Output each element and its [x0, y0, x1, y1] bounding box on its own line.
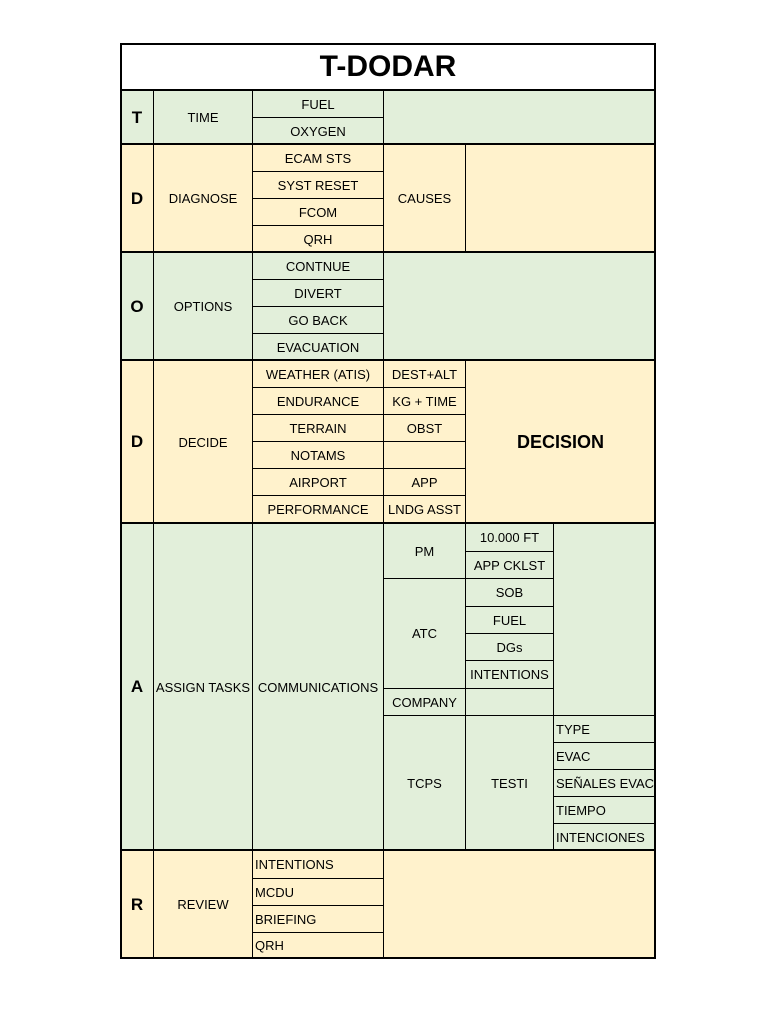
o-blank	[383, 252, 656, 361]
d2-note-dest-alt: DEST+ALT	[383, 360, 466, 388]
a-atc-label: ATC	[383, 578, 466, 689]
a-label: ASSIGN TASKS	[153, 523, 253, 851]
o-item-go-back: GO BACK	[252, 306, 384, 334]
d2-letter: D	[120, 360, 154, 524]
d1-causes: CAUSES	[383, 144, 466, 253]
a-company: COMPANY	[383, 688, 466, 716]
d1-item-fcom: FCOM	[252, 198, 384, 226]
a-communications: COMMUNICATIONS	[252, 523, 384, 851]
a-atc-item-intentions: INTENTIONS	[465, 660, 554, 689]
a-tcps-label: TCPS	[383, 715, 466, 851]
tdodar-table	[120, 43, 656, 959]
a-pm-label: PM	[383, 523, 466, 579]
a-company-blank	[465, 688, 554, 716]
d2-item-notams: NOTAMS	[252, 441, 384, 469]
d1-blank	[465, 144, 656, 253]
d2-note-app: APP	[383, 468, 466, 496]
d2-item-performance: PERFORMANCE	[252, 495, 384, 524]
d2-item-airport: AIRPORT	[252, 468, 384, 496]
d2-note-blank	[383, 441, 466, 469]
a-tcps-testi: TESTI	[465, 715, 554, 851]
d1-item-qrh: QRH	[252, 225, 384, 253]
o-label: OPTIONS	[153, 252, 253, 361]
t-blank	[383, 90, 656, 145]
a-tcps-item-type: TYPE	[553, 715, 656, 743]
t-item-fuel: FUEL	[252, 90, 384, 118]
a-tcps-item-intenciones: INTENCIONES	[553, 823, 656, 851]
d1-item-syst-reset: SYST RESET	[252, 171, 384, 199]
r-item-qrh: QRH	[252, 932, 384, 959]
d2-decision: DECISION	[465, 360, 656, 524]
o-letter: O	[120, 252, 154, 361]
o-item-evacuation: EVACUATION	[252, 333, 384, 361]
a-tcps-item-senales-evac: SEÑALES EVAC	[553, 769, 656, 797]
r-letter: R	[120, 850, 154, 959]
r-item-mcdu: MCDU	[252, 878, 384, 906]
d2-item-terrain: TERRAIN	[252, 414, 384, 442]
a-letter: A	[120, 523, 154, 851]
d2-item-weather: WEATHER (ATIS)	[252, 360, 384, 388]
d1-letter: D	[120, 144, 154, 253]
d1-item-ecam-sts: ECAM STS	[252, 144, 384, 172]
d2-item-endurance: ENDURANCE	[252, 387, 384, 415]
d2-label: DECIDE	[153, 360, 253, 524]
o-item-divert: DIVERT	[252, 279, 384, 307]
a-pm-item-10000ft: 10.000 FT	[465, 523, 554, 552]
r-item-intentions: INTENTIONS	[252, 850, 384, 879]
a-atc-item-sob: SOB	[465, 578, 554, 607]
d2-note-obst: OBST	[383, 414, 466, 442]
r-blank	[383, 850, 656, 959]
a-atc-item-dgs: DGs	[465, 633, 554, 661]
r-label: REVIEW	[153, 850, 253, 959]
t-label: TIME	[153, 90, 253, 145]
t-item-oxygen: OXYGEN	[252, 117, 384, 145]
o-item-contnue: CONTNUE	[252, 252, 384, 280]
a-pm-item-app-cklst: APP CKLST	[465, 551, 554, 579]
d2-note-lndg-asst: LNDG ASST	[383, 495, 466, 524]
a-pm-atc-blank	[553, 523, 656, 716]
d2-note-kg-time: KG + TIME	[383, 387, 466, 415]
d1-label: DIAGNOSE	[153, 144, 253, 253]
t-letter: T	[120, 90, 154, 145]
table-title: T-DODAR	[120, 43, 656, 90]
a-tcps-item-evac: EVAC	[553, 742, 656, 770]
r-item-briefing: BRIEFING	[252, 905, 384, 933]
a-atc-item-fuel: FUEL	[465, 606, 554, 634]
a-tcps-item-tiempo: TIEMPO	[553, 796, 656, 824]
